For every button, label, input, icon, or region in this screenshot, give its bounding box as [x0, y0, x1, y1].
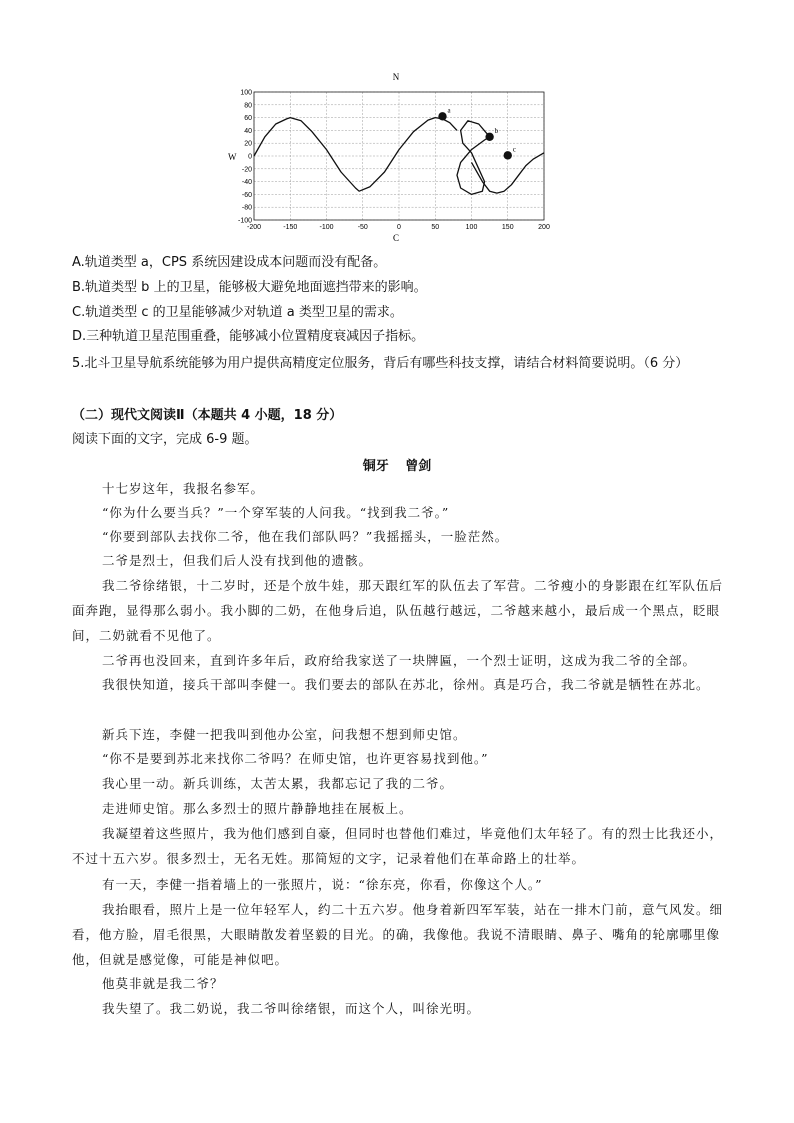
paragraph: “你为什么要当兵？”一个穿军装的人问我。“找到我二爷。” — [102, 505, 450, 520]
paragraph: 新兵下连，李健一把我叫到他办公室，问我想不想到师史馆。 — [102, 727, 467, 742]
y-tick-label: -60 — [241, 191, 252, 199]
x-tick-label: -100 — [319, 224, 334, 231]
paragraph: 我凝望着这些照片，我为他们感到自豪，但同时也替他们难过，毕竟他们太年轻了。有的烈士比我还小，不过十五六岁。很多烈士，无名无姓。那简短的文字，记录着他们在革命路上的壮举。 — [72, 826, 724, 866]
orbit-marker-c — [504, 151, 512, 159]
chart-title: N — [392, 72, 400, 82]
y-tick-label: 40 — [244, 127, 252, 135]
x-tick-label: 0 — [397, 224, 401, 231]
y-tick-label: 0 — [248, 153, 252, 161]
orbit-line-a — [254, 118, 457, 192]
option-c: C.轨道类型 c 的卫星能够减少对轨道 a 类型卫星的需求。 — [72, 305, 403, 320]
paragraph: 我失望了。我二奶说，我二爷叫徐绪银，而这个人，叫徐光明。 — [102, 1001, 481, 1016]
chart-markers — [438, 106, 516, 159]
x-tick-label: 100 — [465, 224, 478, 231]
chart-left-label: W — [228, 152, 237, 162]
story-title: 铜牙 — [362, 459, 389, 474]
chart-bottom-label: C — [392, 233, 400, 243]
question-5: 5.北斗卫星导航系统能够为用户提供高精度定位服务，背后有哪些科技支撑，请结合材料简要说明。（6 分） — [72, 356, 689, 371]
paragraph: 有一天，李健一指着墙上的一张照片，说：“徐东亮，你看，你像这个人。” — [102, 877, 543, 892]
paragraph: “你要到部队去找你二爷，他在我们部队吗？”我摇摇头，一脸茫然。 — [102, 529, 509, 544]
paragraph: “你不是要到苏北来找你二爷吗？在师史馆，也许更容易找到他。” — [102, 751, 489, 766]
paragraph: 二爷是烈士，但我们后人没有找到他的遗骸。 — [102, 553, 373, 568]
orbit-marker-a — [438, 112, 446, 120]
section-title: （二）现代文阅读Ⅱ（本题共 4 小题，18 分） — [72, 408, 343, 423]
option-d: D.三种轨道卫星范围重叠，能够减小位置精度衰减因子指标。 — [72, 329, 425, 344]
y-tick-label: -100 — [237, 217, 252, 225]
y-tick-label: 100 — [240, 89, 252, 97]
chart-grid — [254, 92, 544, 220]
x-tick-label: 150 — [501, 224, 514, 231]
paragraph: 我很快知道，接兵干部叫李健一。我们要去的部队在苏北，徐州。真是巧合，我二爷就是牺牲在苏北。 — [102, 677, 710, 692]
paragraph: 我抬眼看，照片上是一位年轻军人，约二十五六岁。他身着新四军军装，站在一排木门前，意气风发。细看，他方脸，眉毛很黑，大眼睛散发着坚毅的目光。的确，我像他。我说不清眼睛、鼻子、嘴角的轮廓哪里像他，但就是感觉像，可能是神似吧。 — [72, 902, 724, 967]
paragraph: 二爷再也没回来，直到许多年后，政府给我家送了一块牌匾，一个烈士证明，这成为我二爷的全部。 — [102, 653, 697, 668]
story-heading — [0, 455, 794, 474]
option-b: B.轨道类型 b 上的卫星，能够极大避免地面遮挡带来的影响。 — [72, 280, 427, 295]
paragraph: 他莫非就是我二爷？ — [102, 976, 224, 991]
story-author: 曾剑 — [405, 459, 432, 474]
reading-intro: 阅读下面的文字，完成 6-9 题。 — [72, 432, 258, 447]
paragraph: 走进师史馆。那么多烈士的照片静静地挂在展板上。 — [102, 801, 413, 816]
y-tick-label: 80 — [244, 102, 252, 110]
y-tick-label: 60 — [244, 115, 252, 123]
y-tick-label: -20 — [241, 166, 252, 174]
x-tick-label: -150 — [283, 224, 298, 231]
orbit-marker-label: b — [494, 126, 499, 135]
orbit-marker-label: a — [447, 106, 451, 115]
x-tick-label: -50 — [357, 224, 368, 231]
x-tick-label: -200 — [246, 224, 262, 231]
option-a: A.轨道类型 a，CPS 系统因建设成本问题而没有配备。 — [72, 255, 387, 270]
x-tick-label: 200 — [538, 224, 550, 231]
orbit-line-b — [457, 121, 490, 195]
paragraph: 十七岁这年，我报名参军。 — [102, 481, 265, 496]
chart-axes — [238, 90, 550, 232]
x-tick-label: 50 — [431, 224, 440, 231]
y-tick-label: 20 — [244, 140, 252, 148]
paragraph: 我心里一动。新兵训练，太苦太累，我都忘记了我的二爷。 — [102, 776, 454, 791]
orbit-chart — [224, 68, 566, 246]
paragraph: 我二爷徐绪银，十二岁时，还是个放牛娃，那天跟红军的队伍去了军营。二爷瘦小的身影跟在红军队伍后面奔跑，显得那么弱小。我小脚的二奶，在他身后追，队伍越行越远，二爷越来越小，最后成一个黑点，眨眼间，二奶就看不见他了。 — [72, 578, 724, 643]
y-tick-label: -40 — [241, 179, 252, 187]
orbit-marker-label: c — [512, 145, 516, 154]
orbit-marker-b — [485, 133, 493, 141]
y-tick-label: -80 — [241, 204, 252, 212]
